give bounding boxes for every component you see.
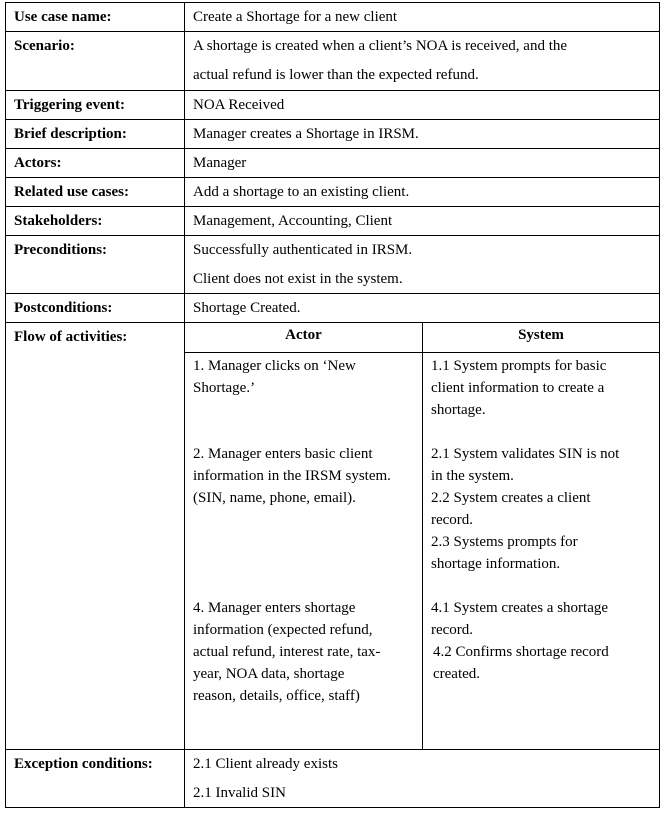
system-step-line: 2.2 System creates a client: [431, 490, 591, 506]
brief-description-value: Manager creates a Shortage in IRSM.: [185, 120, 660, 149]
preconditions-value: [185, 236, 660, 294]
exception-line: 2.1 Client already exists: [193, 756, 338, 772]
system-step-line: shortage information.: [431, 556, 561, 572]
stakeholders-label: Stakeholders:: [6, 207, 185, 236]
related-use-cases-value: Add a shortage to an existing client.: [185, 178, 660, 207]
scenario-line: actual refund is lower than the expected refund.: [193, 67, 479, 83]
actor-step: [193, 355, 414, 399]
row-postconditions: [6, 294, 660, 323]
system-step-line: client information to create a: [431, 380, 605, 396]
related-use-cases-label: Related use cases:: [6, 178, 185, 207]
exception-line: 2.1 Invalid SIN: [193, 785, 286, 801]
system-step-line: in the system.: [431, 468, 514, 484]
row-preconditions: [6, 236, 660, 294]
system-step: [431, 355, 651, 421]
exception-conditions-label: Exception conditions:: [6, 750, 185, 808]
system-step: [431, 443, 651, 575]
brief-description-label: Brief description:: [6, 120, 185, 149]
actor-step-line: Shortage.’: [193, 380, 256, 396]
actor-step: [193, 443, 414, 509]
flow-body-row: [185, 353, 659, 750]
actor-step-line: (SIN, name, phone, email).: [193, 490, 356, 506]
system-column-header: System: [423, 323, 660, 353]
row-exception-conditions: [6, 750, 660, 808]
row-triggering-event: [6, 91, 660, 120]
precondition-line: Successfully authenticated in IRSM.: [193, 242, 413, 258]
row-actors: [6, 149, 660, 178]
system-steps: [423, 353, 660, 750]
use-case-table: [5, 2, 660, 808]
system-step-line: 2.3 Systems prompts for: [431, 534, 578, 550]
actor-step-line: 4. Manager enters shortage: [193, 600, 356, 616]
scenario-value: [185, 32, 660, 91]
triggering-event-label: Triggering event:: [6, 91, 185, 120]
flow-of-activities-label: Flow of activities:: [6, 323, 185, 750]
scenario-label: Scenario:: [6, 32, 185, 91]
row-related-use-cases: [6, 178, 660, 207]
actor-step-line: information in the IRSM system.: [193, 468, 391, 484]
actor-step-line: 1. Manager clicks on ‘New: [193, 358, 356, 374]
row-stakeholders: [6, 207, 660, 236]
row-flow-of-activities: [6, 323, 660, 750]
actor-column-header: Actor: [185, 323, 423, 353]
system-step-line: 2.1 System validates SIN is not: [431, 446, 620, 462]
actor-step-line: actual refund, interest rate, tax-: [193, 644, 381, 660]
postconditions-label: Postconditions:: [6, 294, 185, 323]
spacer: [193, 399, 414, 443]
actors-value: Manager: [185, 149, 660, 178]
preconditions-label: Preconditions:: [6, 236, 185, 294]
postconditions-value: Shortage Created.: [185, 294, 660, 323]
exception-conditions-value: [185, 750, 660, 808]
spacer: [431, 421, 651, 443]
system-step-line: created.: [433, 666, 481, 682]
spacer: [193, 509, 414, 597]
system-step-line: shortage.: [431, 402, 486, 418]
actor-step-line: reason, details, office, staff): [193, 688, 360, 704]
precondition-line: Client does not exist in the system.: [193, 271, 403, 287]
actor-steps: [185, 353, 423, 750]
actor-step-line: year, NOA data, shortage: [193, 666, 345, 682]
system-step: [431, 597, 651, 685]
spacer: [431, 575, 651, 597]
triggering-event-value: NOA Received: [185, 91, 660, 120]
system-step-line: record.: [431, 622, 474, 638]
use-case-name-label: Use case name:: [6, 3, 185, 32]
scenario-line: A shortage is created when a client’s NOA is received, and the: [193, 38, 568, 54]
actor-step-line: information (expected refund,: [193, 622, 373, 638]
flow-table: [185, 323, 659, 749]
system-step-line: 4.1 System creates a shortage: [431, 600, 609, 616]
row-use-case-name: [6, 3, 660, 32]
stakeholders-value: Management, Accounting, Client: [185, 207, 660, 236]
system-step-line: record.: [431, 512, 474, 528]
use-case-name-value: Create a Shortage for a new client: [185, 3, 660, 32]
actor-step-line: 2. Manager enters basic client: [193, 446, 373, 462]
row-scenario: [6, 32, 660, 91]
row-brief-description: [6, 120, 660, 149]
flow-of-activities-cell: [185, 323, 660, 750]
actor-step: [193, 597, 414, 707]
actors-label: Actors:: [6, 149, 185, 178]
system-step-line: 4.2 Confirms shortage record: [433, 644, 609, 660]
system-step-line: 1.1 System prompts for basic: [431, 358, 607, 374]
flow-header-row: [185, 323, 659, 353]
